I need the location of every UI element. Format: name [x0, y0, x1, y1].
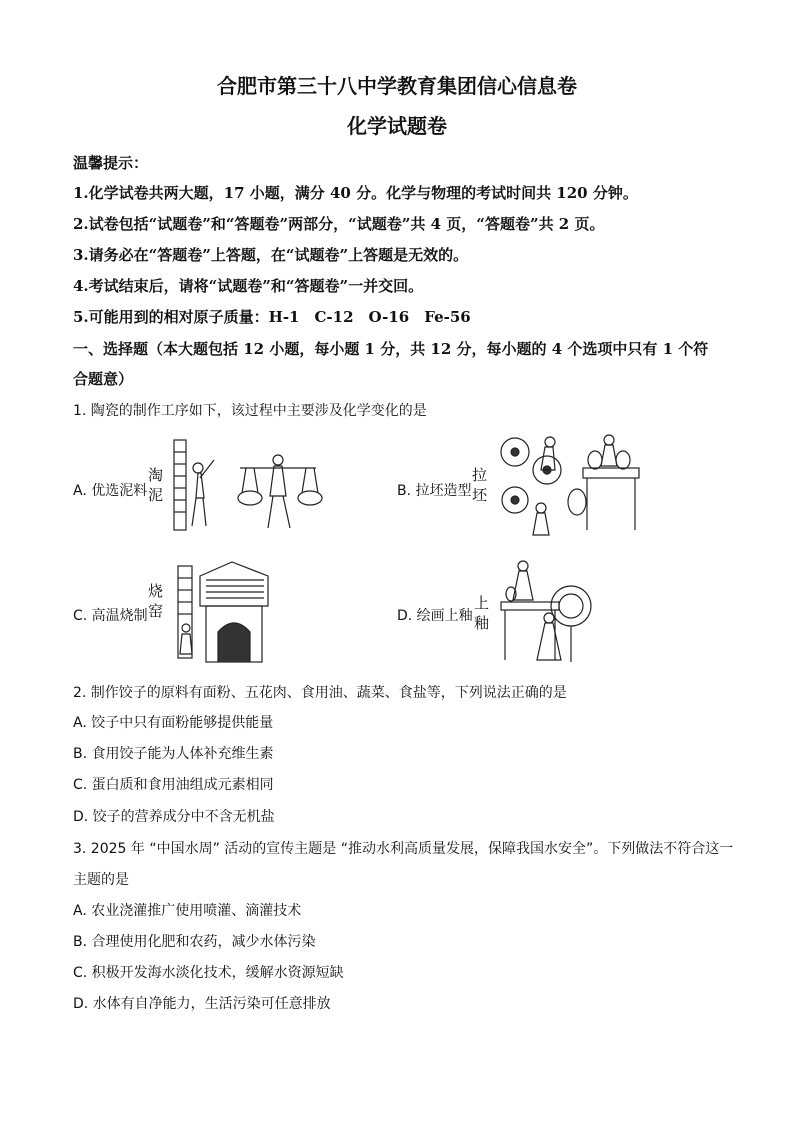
tip-item: 2.试卷包括“试题卷”和“答题卷”两部分，“试题卷”共 4 页，“答题卷”共 2 页。 — [73, 215, 605, 233]
tip-item: 3.请务必在“答题卷”上答题，在“试题卷”上答题是无效的。 — [73, 246, 469, 264]
answer-option: C. 积极开发海水淡化技术，缓解水资源短缺 — [73, 965, 344, 981]
tips-heading: 温馨提示： — [73, 154, 149, 172]
answer-option: D. 饺子的营养成分中不含无机盐 — [73, 809, 275, 825]
tip-item: 4.考试结束后，请将“试题卷”和“答题卷”一并交回。 — [73, 277, 424, 295]
option-label: A. 优选泥料 — [73, 483, 148, 499]
option-vertical-text: 烧 窑 — [148, 582, 164, 620]
answer-option: A. 农业浇灌推广使用喷灌、滴灌技术 — [73, 903, 302, 919]
section-heading: 一、选择题（本大题包括 12 小题，每小题 1 分，共 12 分，每小题的 4 个选项中只有 1 个符 — [73, 340, 709, 358]
answer-option: B. 合理使用化肥和农药，减少水体污染 — [73, 934, 316, 950]
question-stem: 2. 制作饺子的原料有面粉、五花肉、食用油、蔬菜、食盐等，下列说法正确的是 — [73, 685, 567, 701]
illustration-clay-washing — [170, 438, 340, 533]
answer-option: B. 食用饺子能为人体补充维生素 — [73, 746, 274, 762]
option-vertical-text: 淘 泥 — [148, 466, 164, 504]
option-vertical-text: 上 釉 — [474, 594, 490, 632]
tip-item: 1.化学试卷共两大题，17 小题，满分 40 分。化学与物理的考试时间共 120 分钟。 — [73, 184, 638, 202]
option-label: C. 高温烧制 — [73, 608, 148, 624]
question-stem-cont: 主题的是 — [73, 872, 129, 888]
illustration-kiln-firing — [172, 556, 272, 666]
answer-option: C. 蛋白质和食用油组成元素相同 — [73, 777, 274, 793]
option-vertical-text: 拉 坯 — [472, 466, 488, 504]
answer-option: D. 水体有自净能力，生活污染可任意排放 — [73, 996, 331, 1012]
option-label: D. 绘画上釉 — [397, 608, 473, 624]
tip-item: 5.可能用到的相对原子质量：H-1 C-12 O-16 Fe-56 — [73, 308, 471, 326]
question-stem: 1. 陶瓷的制作工序如下，该过程中主要涉及化学变化的是 — [73, 403, 427, 419]
illustration-glazing — [497, 556, 597, 668]
illustration-throwing-pottery — [495, 430, 645, 540]
page-subtitle: 化学试题卷 — [347, 114, 447, 138]
section-heading-cont: 合题意） — [73, 370, 134, 388]
page-title: 合肥市第三十八中学教育集团信心信息卷 — [217, 74, 577, 98]
answer-option: A. 饺子中只有面粉能够提供能量 — [73, 715, 274, 731]
option-label: B. 拉坯造型 — [397, 483, 472, 499]
question-stem: 3. 2025 年 “中国水周” 活动的宣传主题是 “推动水利高质量发展，保障我国水安全”。下列做法不符合这一 — [73, 841, 734, 857]
